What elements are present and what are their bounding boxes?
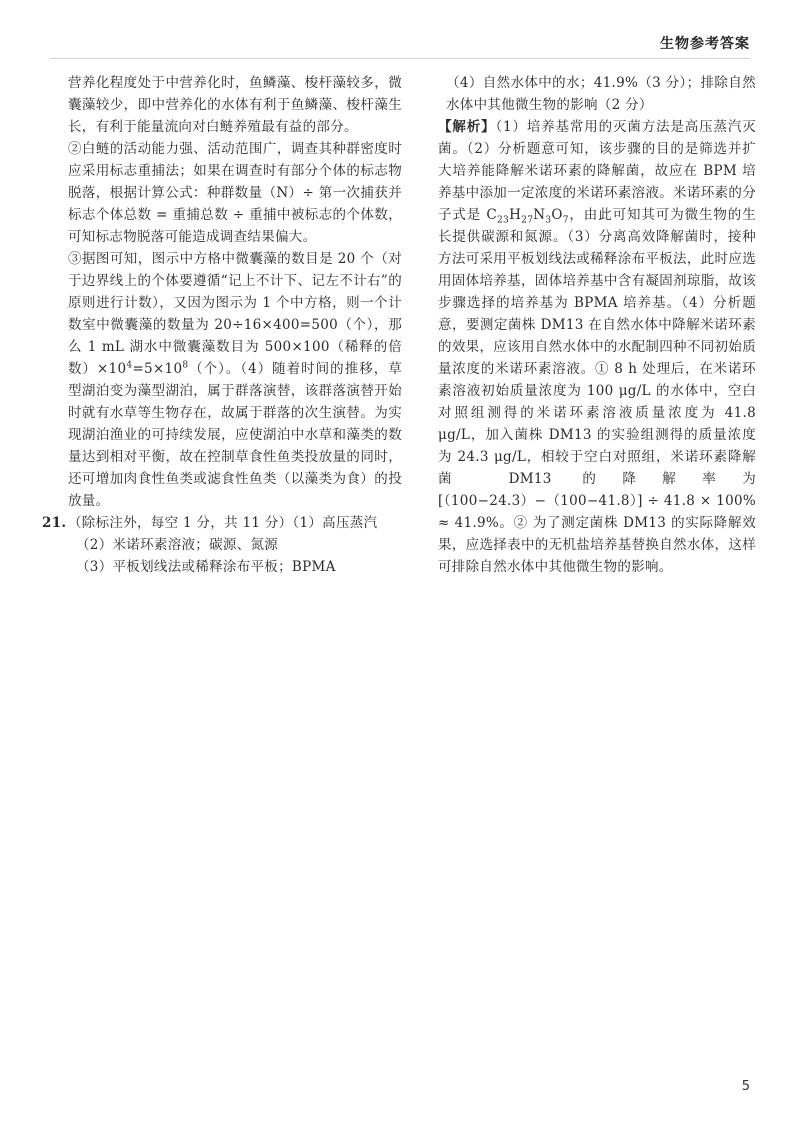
formula-sub-1: 23 <box>497 215 510 226</box>
analysis-text-b: ，由此可知其可为微生物的生长提供碳源和氮源。（3）分离高效降解菌时，接种方法可采用平板划线法或稀释涂布平板法，此时应选用固体培养基，固体培养基中含有凝固剂琼脂，故该步骤选择的培养基为 BPMA 培养基。（4）分析题意，要测定菌株 DM13 在自然水体中降解米诺环素的效果，应该用自然水体中的水配制四种不同初始质量浓度的米诺环素溶液。① 8 h 处理后，在米诺环素溶液初始质量浓度为 100 μg/L 的水体中，空白对照组测得的米诺环素溶液质量浓度为 41.8 μg/L，加入菌株 DM13 的实验组测得的质量浓度为 24.3 μg/L，相较于空白对照组，米诺环素降解菌 DM13 的降解率为 [（100−24.3）−（100−41.8）] ÷ 41.8 × 100% ≈ 41.9%。② 为了测定菌株 DM13 的实际降解效果，应选择表中的无机盐培养基替换自然水体，这样可排除自然水体中其他微生物的影响。 <box>438 207 756 575</box>
page-header-title: 生物参考答案 <box>660 36 750 52</box>
right-answer-line: （4）自然水体中的水；41.9%（3 分）；排除自然水体中其他微生物的影响（2 分） <box>446 75 756 113</box>
question-21 <box>42 512 402 578</box>
analysis-text-a: （1）培养基常用的灭菌方法是高压蒸汽灭菌。（2）分析题意可知，该步骤的目的是筛选并扩大培养能降解米诺环素的降解菌，故应在 BPM 培养基中添加一定浓度的米诺环素溶液。米诺环素的分子式是 C <box>438 119 756 223</box>
formula-mid-3: O <box>551 207 563 223</box>
question-21-line-2: （2）米诺环素溶液；碳源、氮源 <box>76 537 279 553</box>
analysis-label: 【解析】 <box>438 119 496 135</box>
formula-mid-2: N <box>533 207 546 223</box>
question-21-line-1: （除标注外，每空 1 分，共 11 分）（1）高压蒸汽 <box>68 515 378 531</box>
formula-sub-2: 27 <box>521 215 534 226</box>
p3-text-a: ③据图可知，图示中方格中微囊藻的数目是 20 个（对于边界线上的个体要遵循“记上不计下、记左不计右”的原则进行计数），又因为图示为 1 个中方格，则一个计数室中微囊藻的数量为 20÷16×400=500（个），那么 1 mL 湖水中微囊藻数目为 500×100（稀释的倍数）×10 <box>68 251 402 377</box>
p3-superscript-2: 8 <box>182 360 189 371</box>
question-21-number: 21. <box>42 515 67 531</box>
left-paragraph-2: ②白鲢的活动能力强、活动范围广，调查其种群密度时应采用标志重捕法；如果在调查时有部分个体的标志物脱落，根据计算公式：种群数量（N）÷ 第一次捕获并标志个体总数 = 重捕总数 ÷ 重捕中被标志的个体数，可知标志物脱落可能造成调查结果偏大。 <box>68 141 402 245</box>
left-paragraph-1: 营养化程度处于中营养化时，鱼鳞藻、梭杆藻较多，微囊藻较少，即中营养化的水体有利于鱼鳞藻、梭杆藻生长，有利于能量流向对白鲢养殖最有益的部分。 <box>68 75 402 135</box>
page-number: 5 <box>741 1079 750 1094</box>
right-column <box>438 72 756 578</box>
formula-sub-4: 7 <box>562 215 569 226</box>
formula-mid-1: H <box>509 207 522 223</box>
p3-superscript-1: 4 <box>126 360 133 371</box>
left-column <box>42 72 402 578</box>
p3-text-c: （个）。（4）随着时间的推移，草型湖泊变为藻型湖泊，属于群落演替，该群落演替开始时就有水草等生物存在，故属于群落的次生演替。为实现湖泊渔业的可持续发展，应使湖泊中水草和藻类的数量达到相对平衡，故在控制草食性鱼类投放量的同时，还可增加肉食性鱼类或滤食性鱼类（以藻类为食）的投放量。 <box>68 361 402 509</box>
left-paragraph-3 <box>68 248 402 512</box>
p3-text-b: =5×10 <box>132 361 183 377</box>
question-21-line-3: （3）平板划线法或稀释涂布平板；BPMA <box>76 559 336 575</box>
header-divider <box>50 58 750 59</box>
formula-sub-3: 3 <box>545 215 552 226</box>
analysis-paragraph <box>438 116 756 578</box>
